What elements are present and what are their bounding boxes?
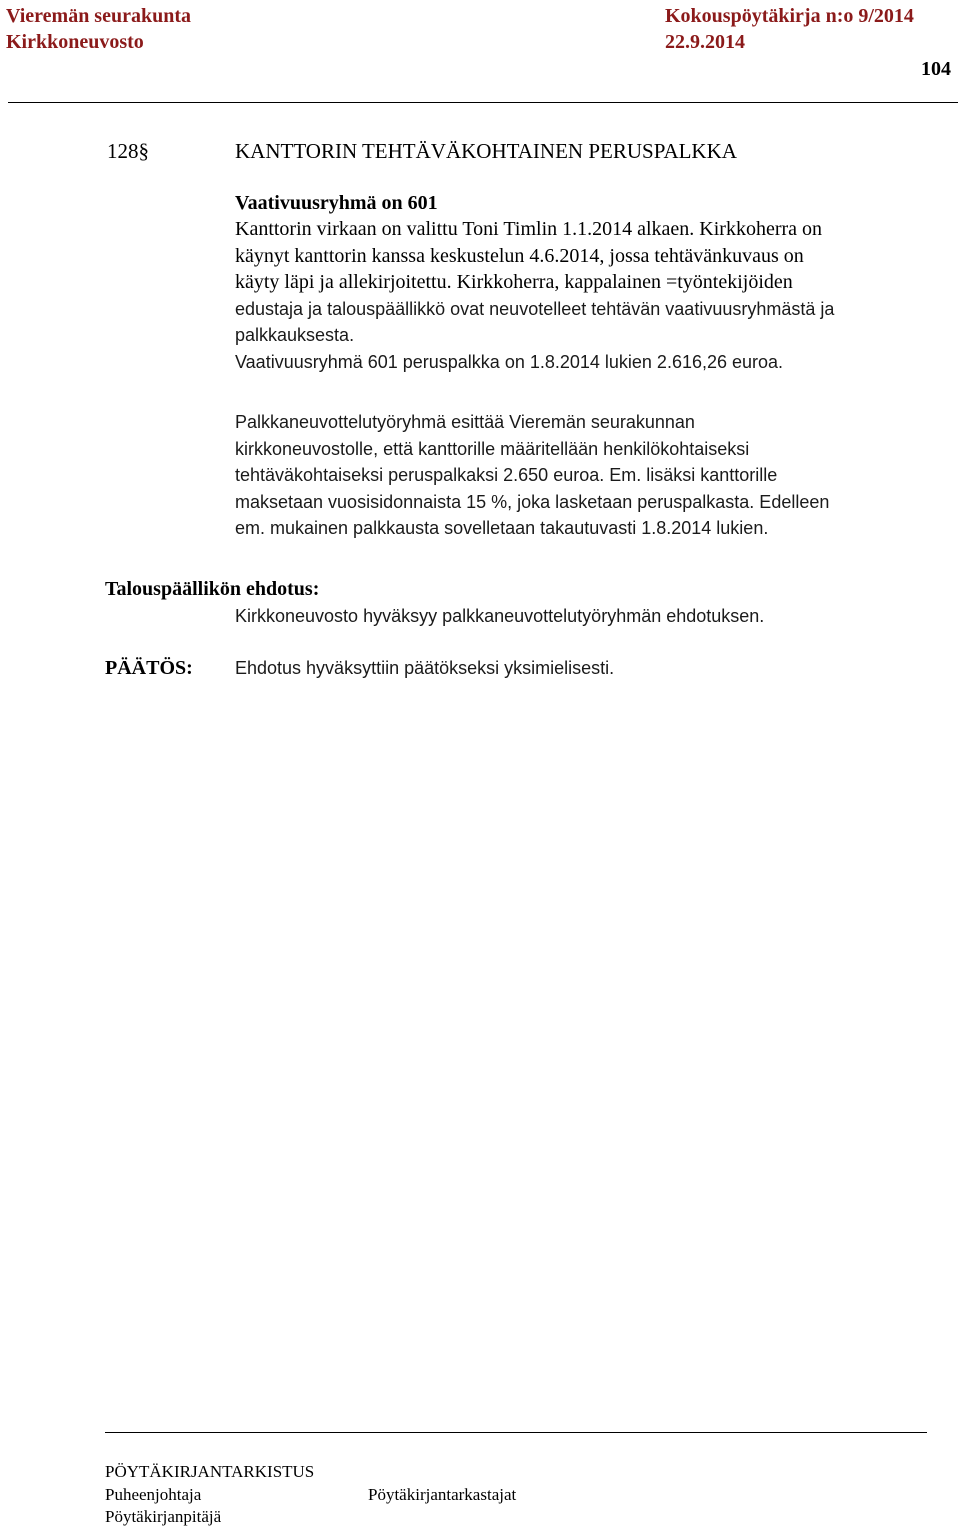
footer-checkers: Pöytäkirjantarkastajat — [368, 1485, 517, 1504]
header-date: 22.9.2014 — [665, 31, 745, 53]
section-number-value: 128 — [107, 139, 139, 163]
paragraph-line: käynyt kanttorin kanssa keskustelun 4.6.2014, jossa tehtävänkuvaus on — [235, 244, 804, 267]
paragraph-line: Kanttorin virkaan on valittu Toni Timlin 1.1.2014 alkaen. Kirkkoherra on — [235, 218, 823, 240]
header-doc-title: Kokouspöytäkirja n:o 9/2014 — [665, 5, 914, 27]
paragraph-line: kirkkoneuvostolle, että kanttorille määritellään henkilökohtaiseksi — [235, 438, 750, 459]
page-number: 104 — [921, 58, 951, 80]
paragraph-line: palkkauksesta. — [235, 325, 355, 346]
paragraph-1 — [235, 216, 834, 376]
proposal-label: Talouspäällikön ehdotus: — [105, 578, 320, 600]
subheading: Vaativuusryhmä on 601 — [235, 192, 438, 214]
paragraph-line: maksetaan vuosisidonnaista 15 %, joka lasketaan peruspalkasta. Edelleen — [235, 491, 830, 512]
paragraph-line: Palkkaneuvottelutyöryhmä esittää Vieremän seurakunnan — [235, 412, 695, 432]
decision-label: PÄÄTÖS: — [105, 657, 193, 679]
paragraph-line: tehtäväkohtaiseksi peruspalkaksi 2.650 euroa. Em. lisäksi kanttorille — [235, 465, 778, 486]
header-org: Vieremän seurakunta — [6, 5, 191, 27]
paragraph-line: käyty läpi ja allekirjoitettu. Kirkkoherra, kappalainen =työntekijöiden — [235, 271, 793, 294]
footer-title: PÖYTÄKIRJANTARKISTUS — [105, 1462, 315, 1481]
footer-chair: Puheenjohtaja — [105, 1485, 202, 1504]
paragraph-line: em. mukainen palkkausta sovelletaan takautuvasti 1.8.2014 lukien. — [235, 518, 769, 539]
section-number — [107, 138, 149, 164]
proposal-text: Kirkkoneuvosto hyväksyy palkkaneuvottelutyöryhmän ehdotuksen. — [235, 606, 765, 626]
paragraph-symbol: § — [138, 139, 149, 163]
paragraph-2 — [235, 409, 829, 542]
header-rule — [8, 102, 958, 103]
footer-rule — [105, 1432, 927, 1433]
paragraph-line: edustaja ja talouspäällikkö ovat neuvotelleet tehtävän vaativuusryhmästä ja — [235, 298, 835, 319]
header-body: Kirkkoneuvosto — [6, 31, 144, 53]
decision-text: Ehdotus hyväksyttiin päätökseksi yksimielisesti. — [235, 658, 615, 678]
paragraph-line: Vaativuusryhmä 601 peruspalkka on 1.8.2014 lukien 2.616,26 euroa. — [235, 351, 784, 372]
section-title: KANTTORIN TEHTÄVÄKOHTAINEN PERUSPALKKA — [235, 139, 737, 163]
footer-secretary: Pöytäkirjanpitäjä — [105, 1507, 222, 1526]
